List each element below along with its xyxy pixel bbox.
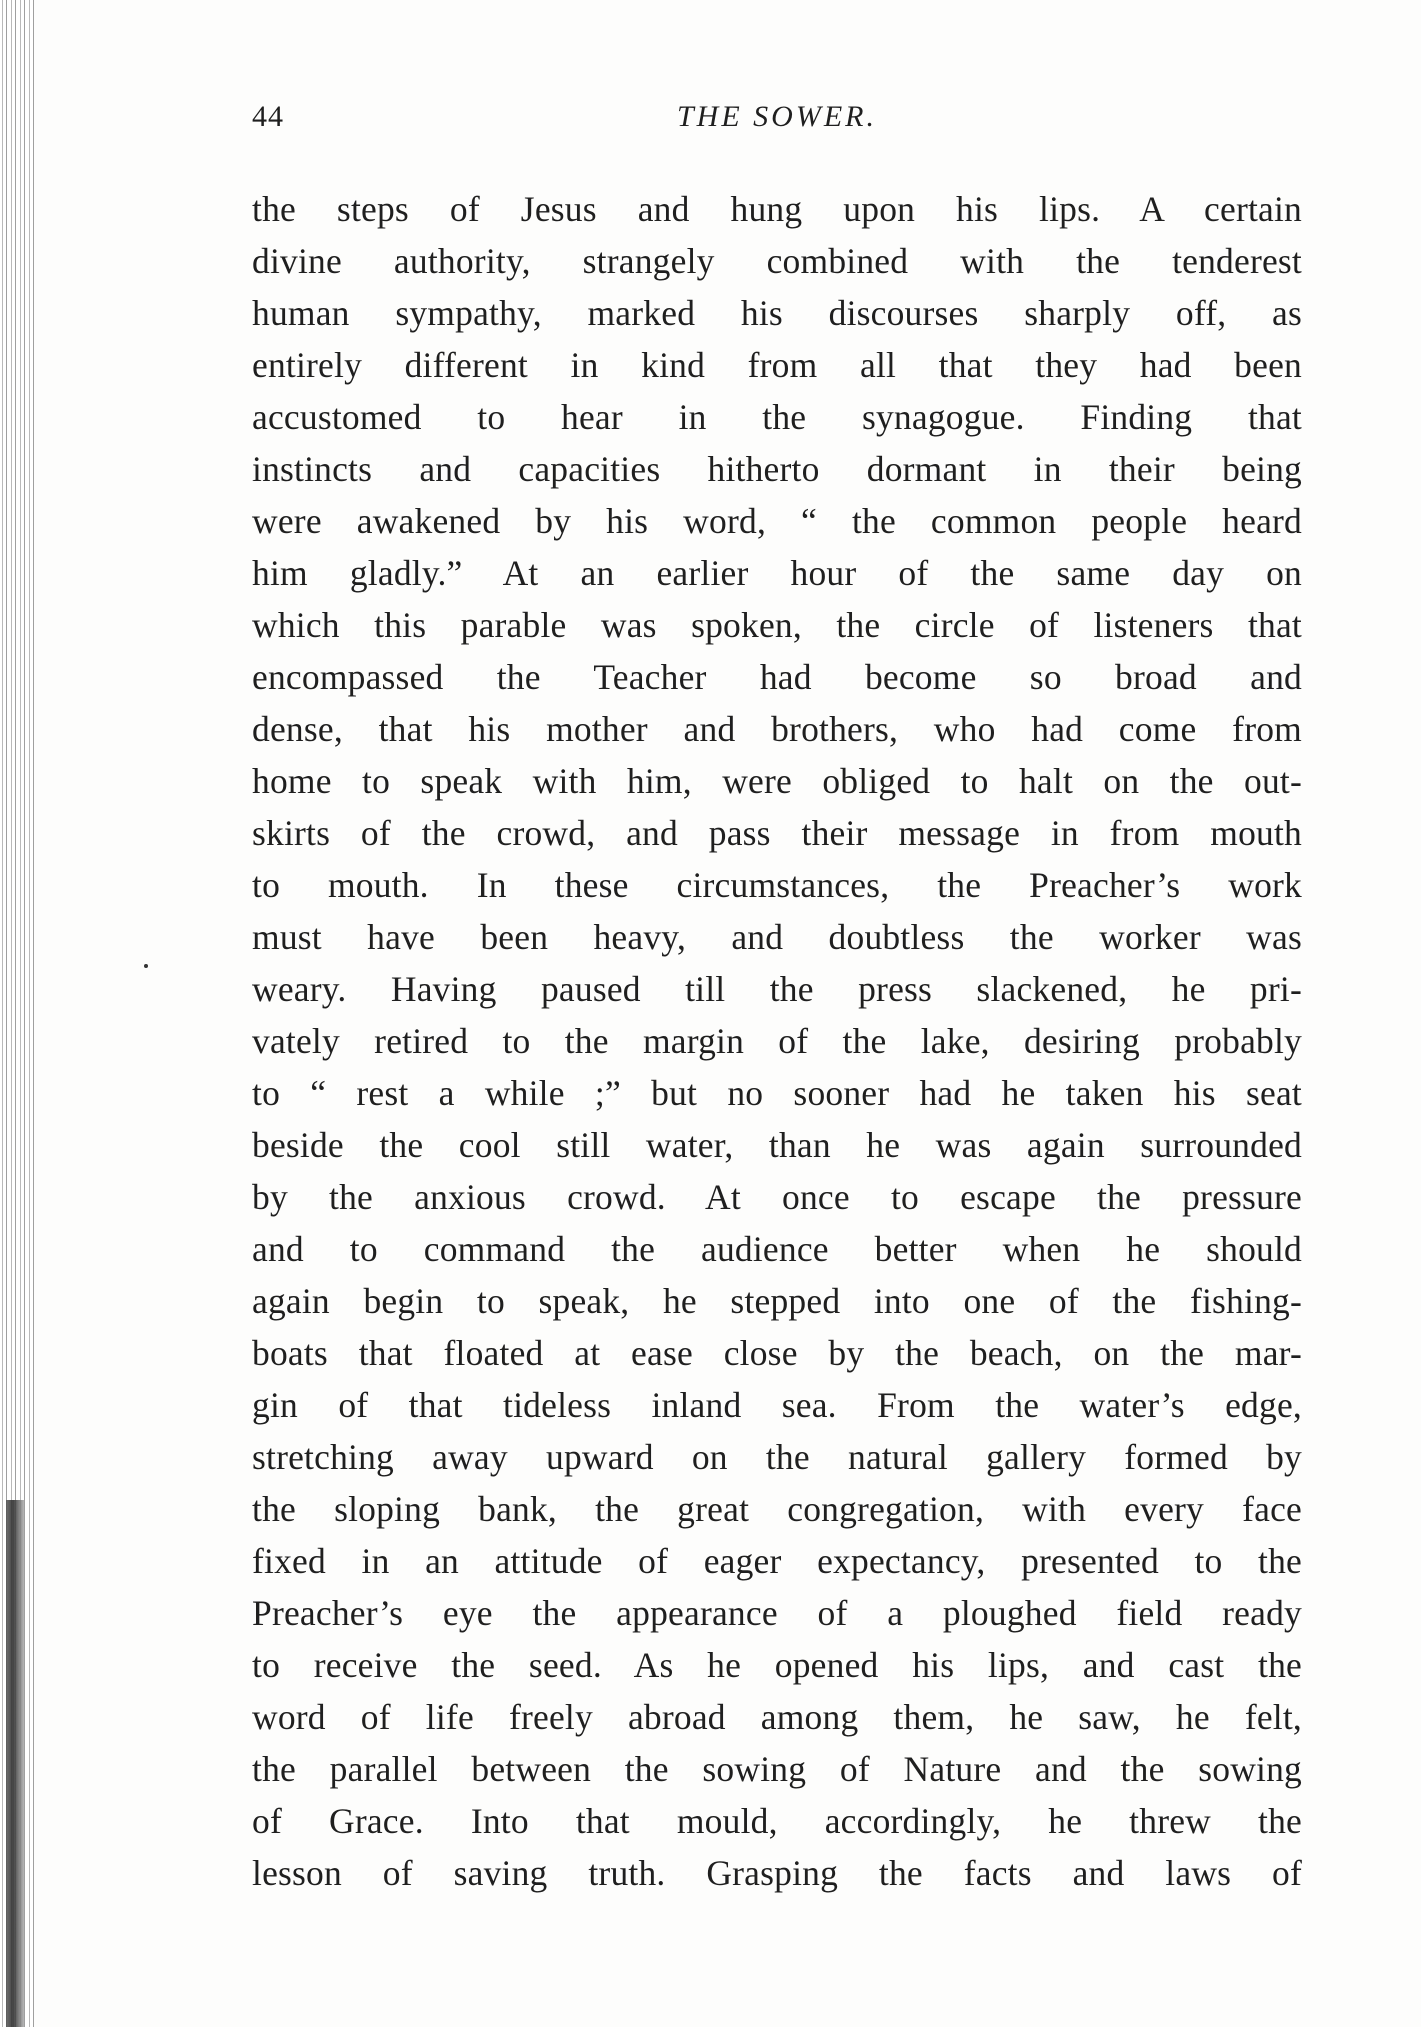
text-line: dense, that his mother and brothers, who had come from <box>252 709 1302 749</box>
ink-speck <box>144 964 148 968</box>
page-number: 44 <box>252 100 284 133</box>
text-line: again begin to speak, he stepped into one of the fishing- <box>252 1281 1302 1321</box>
text-line: skirts of the crowd, and pass their message in from mouth <box>252 813 1302 853</box>
running-title: THE SOWER. <box>677 100 877 133</box>
text-line: boats that floated at ease close by the beach, on the mar- <box>252 1333 1302 1373</box>
text-line: fixed in an attitude of eager expectancy, presented to the <box>252 1541 1302 1581</box>
text-line: home to speak with him, were obliged to halt on the out- <box>252 761 1302 801</box>
text-line: encompassed the Teacher had become so broad and <box>252 657 1302 697</box>
text-line: accustomed to hear in the synagogue. Finding that <box>252 397 1302 437</box>
text-line: lesson of saving truth. Grasping the facts and laws of <box>252 1853 1302 1893</box>
text-line: human sympathy, marked his discourses sharply off, as <box>252 293 1302 333</box>
text-line: gin of that tideless inland sea. From the water’s edge, <box>252 1385 1302 1425</box>
text-line: the steps of Jesus and hung upon his lips. A certain <box>252 189 1302 229</box>
text-line: must have been heavy, and doubtless the worker was <box>252 917 1302 957</box>
text-line: to mouth. In these circumstances, the Preacher’s work <box>252 865 1302 905</box>
text-line: instincts and capacities hitherto dormant in their being <box>252 449 1302 489</box>
text-line: divine authority, strangely combined with the tenderest <box>252 241 1302 281</box>
binding-shadow <box>6 1500 24 2027</box>
text-line: and to command the audience better when he should <box>252 1229 1302 1269</box>
text-line: beside the cool still water, than he was again surrounded <box>252 1125 1302 1165</box>
text-line: to “ rest a while ;” but no sooner had he taken his seat <box>252 1073 1302 1113</box>
text-line: entirely different in kind from all that they had been <box>252 345 1302 385</box>
text-line: weary. Having paused till the press slackened, he pri- <box>252 969 1302 1009</box>
text-line: the parallel between the sowing of Nature and the sowing <box>252 1749 1302 1789</box>
text-line: Preacher’s eye the appearance of a ploughed field ready <box>252 1593 1302 1633</box>
text-line: stretching away upward on the natural gallery formed by <box>252 1437 1302 1477</box>
text-line: by the anxious crowd. At once to escape the pressure <box>252 1177 1302 1217</box>
text-line: were awakened by his word, “ the common people heard <box>252 501 1302 541</box>
text-line: which this parable was spoken, the circle of listeners that <box>252 605 1302 645</box>
text-line: him gladly.” At an earlier hour of the same day on <box>252 553 1302 593</box>
text-line: of Grace. Into that mould, accordingly, he threw the <box>252 1801 1302 1841</box>
body-text <box>252 183 1302 1899</box>
running-head <box>252 100 1302 140</box>
text-line: word of life freely abroad among them, he saw, he felt, <box>252 1697 1302 1737</box>
text-line: vately retired to the margin of the lake, desiring probably <box>252 1021 1302 1061</box>
text-line: to receive the seed. As he opened his lips, and cast the <box>252 1645 1302 1685</box>
text-line: the sloping bank, the great congregation, with every face <box>252 1489 1302 1529</box>
